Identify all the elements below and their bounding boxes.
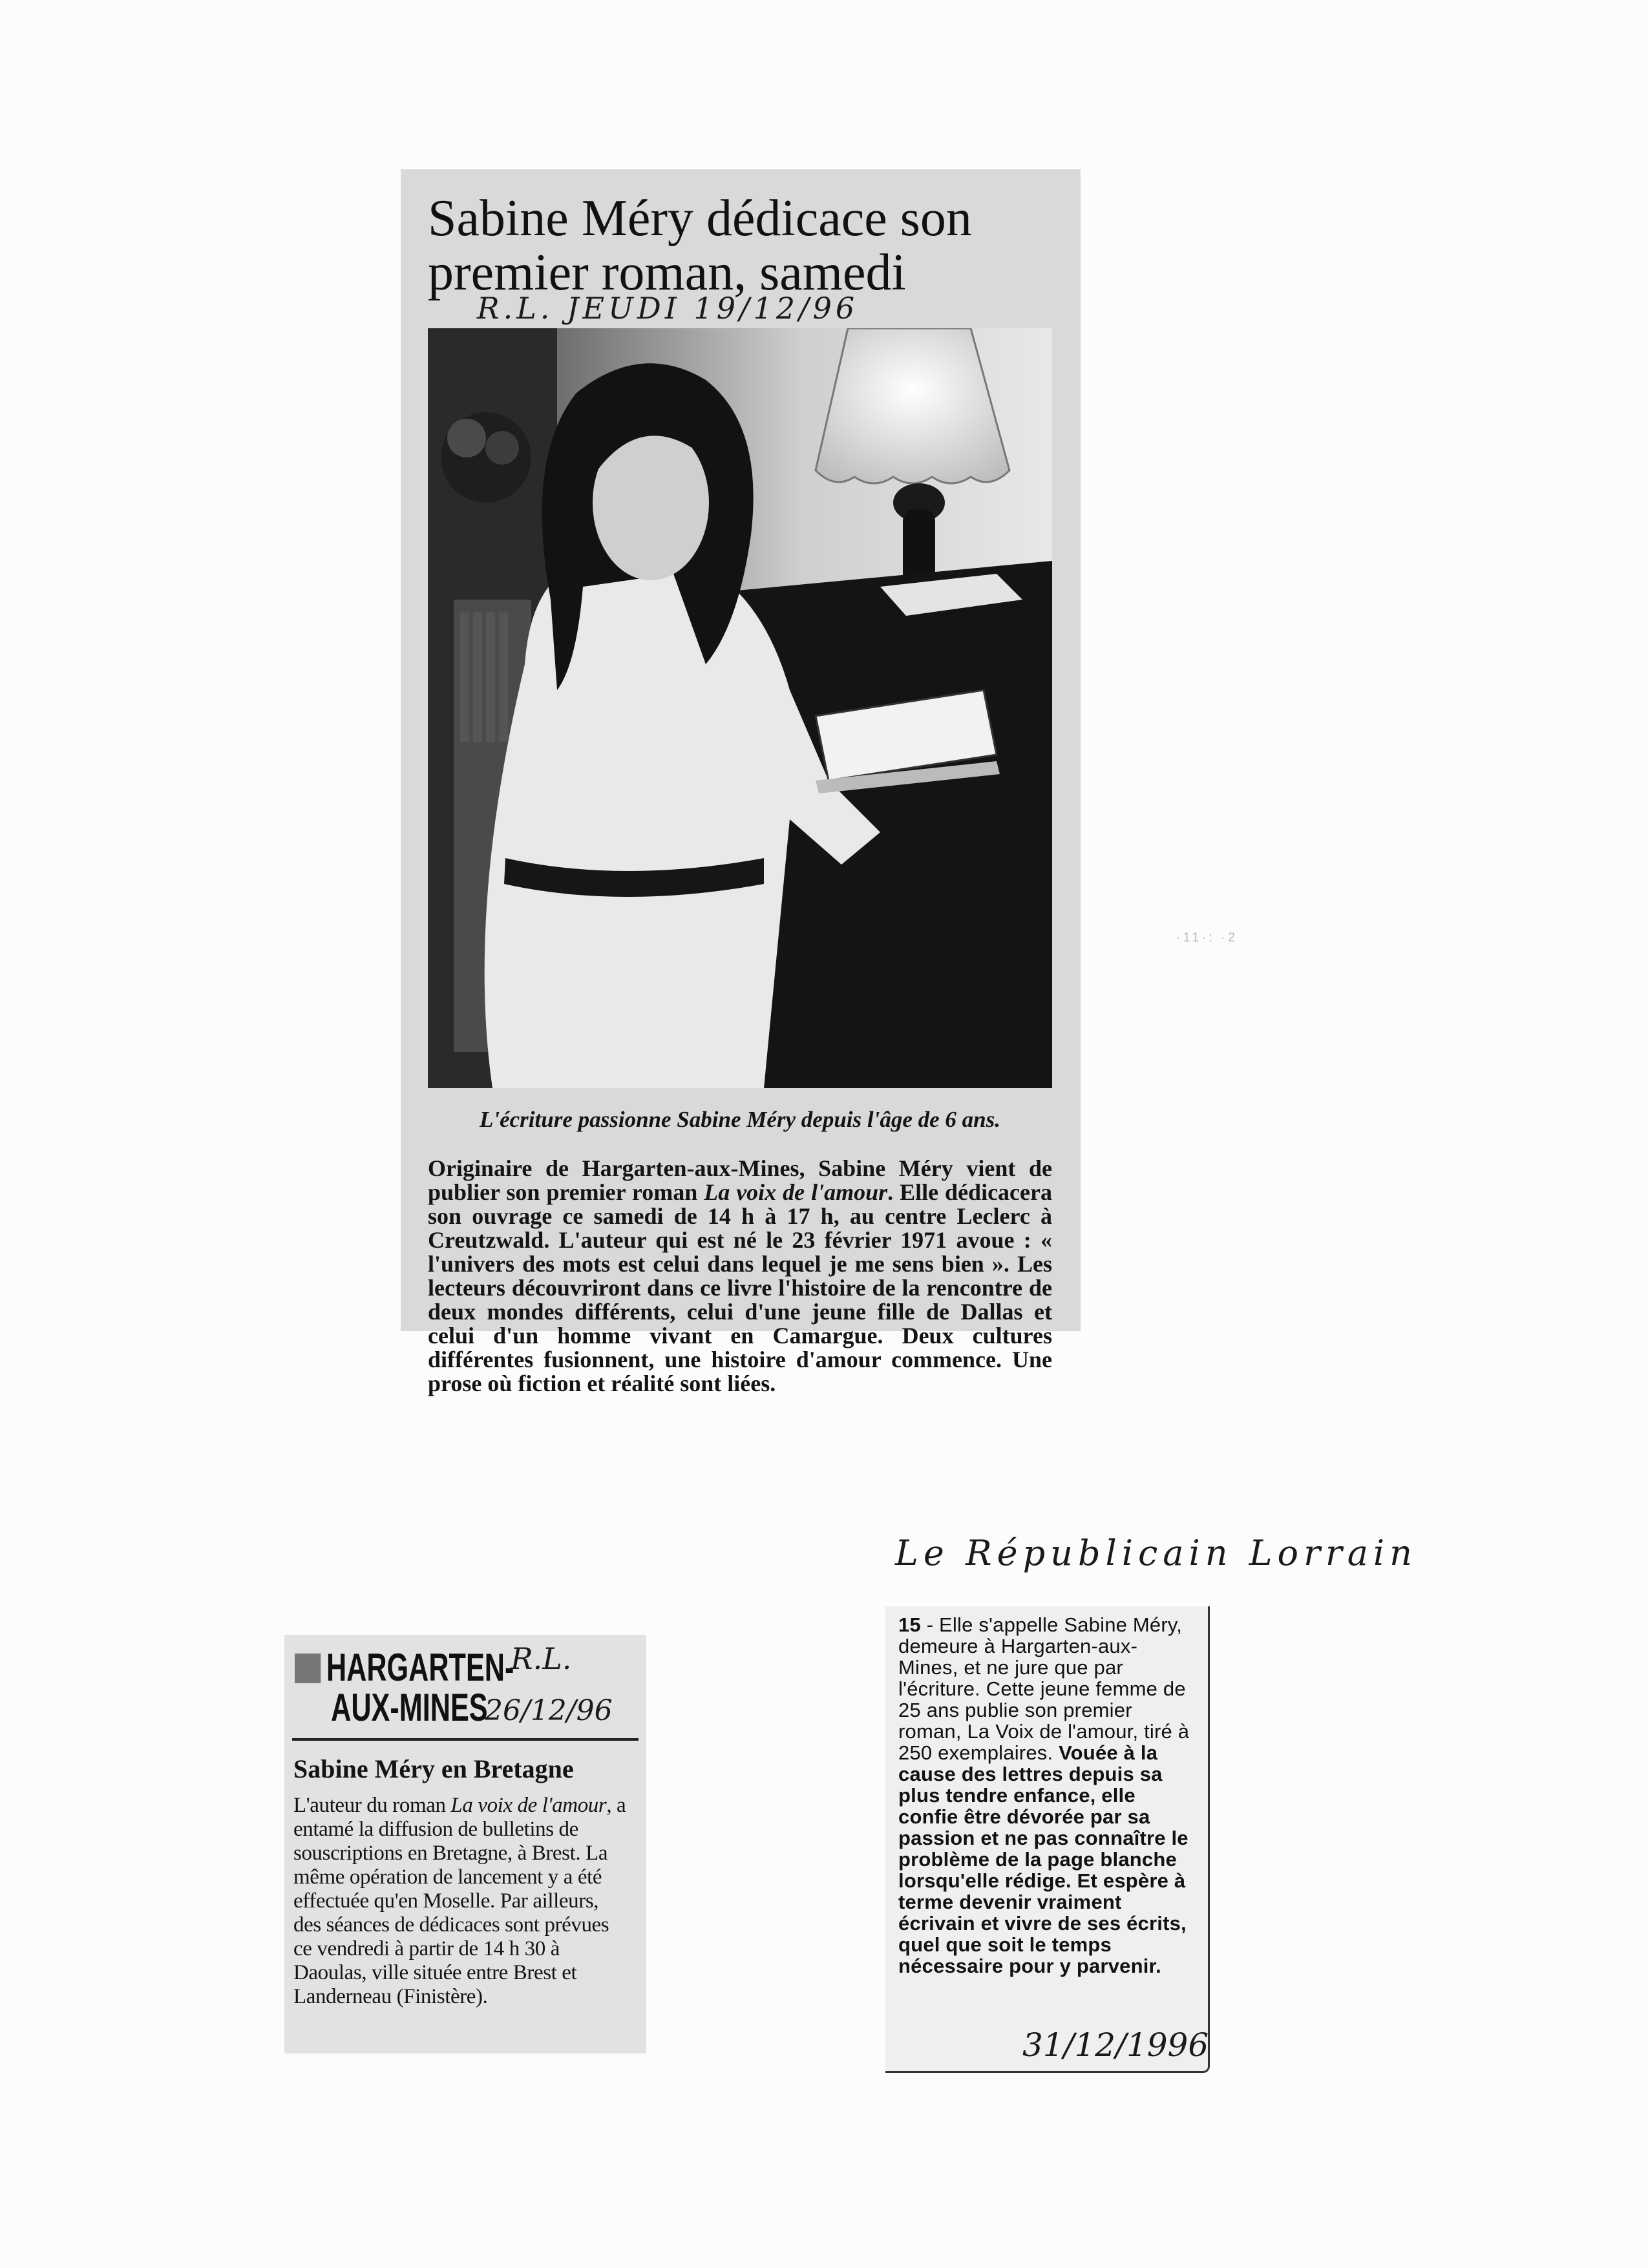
margin-mark: ·11·: ·2 <box>1176 930 1238 945</box>
body-text-2: . Elle dédicacera son ouvrage ce samedi de 14 h à 17 h, au centre Leclerc à Creutzwald. L'auteur qui est né le 23 février 1971 avoue : « l'univers des mots est celui dans lequel je me sens bien ». Les lecteurs découvriront dans ce livre l'histoire de la rencontre de deux mondes différents, celui d'une jeune fille de Dallas et celui d'un homme vivant en Camargue. Deux cultures différentes fusionnent, une histoire d'amour commence. Une prose où fiction et réalité sont liées. <box>428 1179 1052 1396</box>
body-text-2: , a entamé la diffusion de bulletins de souscriptions en Bretagne, à Brest. La même opération de lancement y a été effectuée qu'en Moselle. Par ailleurs, des séances de dédicaces sont prévues ce vendredi à partir de 14 h 30 à Daoulas, ville située entre Brest et Landerneau (Finistère). <box>293 1794 626 2008</box>
brief-headline: Sabine Méry en Bretagne <box>293 1754 574 1783</box>
photo-illustration <box>428 328 1052 1088</box>
clipping-bretagne-brief <box>284 1635 646 2053</box>
handwritten-date: R.L. JEUDI 19/12/96 <box>477 291 859 326</box>
handwritten-date: 31/12/1996 <box>1022 2026 1209 2064</box>
note-text-bold: Vouée à la cause des lettres depuis sa plus tendre enfance, elle confie être dévorée par sa passion et ne pas connaître le problème de la page blanche lorsqu'elle rédige. Et espère à terme devenir vraiment écrivain et vivre de ses écrits, quel que soit le temps nécessaire pour y parvenir. <box>898 1741 1188 1977</box>
handwritten-source: R.L. <box>511 1641 572 1676</box>
clipping-republicain-note <box>885 1606 1210 2073</box>
body-text-1: Originaire de Hargarten-aux-Mines, Sabine Méry vient de publier son premier roman <box>428 1155 1052 1205</box>
handwritten-date: 26/12/96 <box>485 1694 613 1727</box>
book-title: La voix de l'amour <box>450 1794 607 1817</box>
clipping-main-article <box>401 169 1081 1396</box>
note-text-regular: - Elle s'appelle Sabine Méry, demeure à Hargarten-aux-Mines, et ne jure que par l'écriture. Cette jeune femme de 25 ans publie son premier roman, La Voix de l'amour, tiré à 250 exemplaires. <box>898 1613 1190 1764</box>
brief-body <box>293 1794 628 2009</box>
headline: Sabine Méry dédicace son premier roman, samedi <box>428 190 972 301</box>
book-title: La voix de l'amour <box>704 1179 888 1205</box>
article-body <box>428 1157 1052 1396</box>
divider <box>292 1738 639 1741</box>
kicker-line-2: AUX-MINES <box>331 1686 488 1729</box>
note-body <box>898 1614 1197 1977</box>
photo-caption: L'écriture passionne Sabine Méry depuis l'âge de 6 ans. <box>480 1107 1000 1132</box>
handwritten-newspaper-name: Le Républicain Lorrain <box>895 1533 1417 1573</box>
body-text-1: L'auteur du roman <box>293 1794 451 1817</box>
kicker-square-icon <box>295 1654 321 1683</box>
note-number: 15 <box>898 1613 921 1636</box>
photo-author-at-desk <box>428 328 1052 1088</box>
section-kicker <box>295 1648 514 1728</box>
kicker-line-1: HARGARTEN- <box>326 1646 514 1689</box>
